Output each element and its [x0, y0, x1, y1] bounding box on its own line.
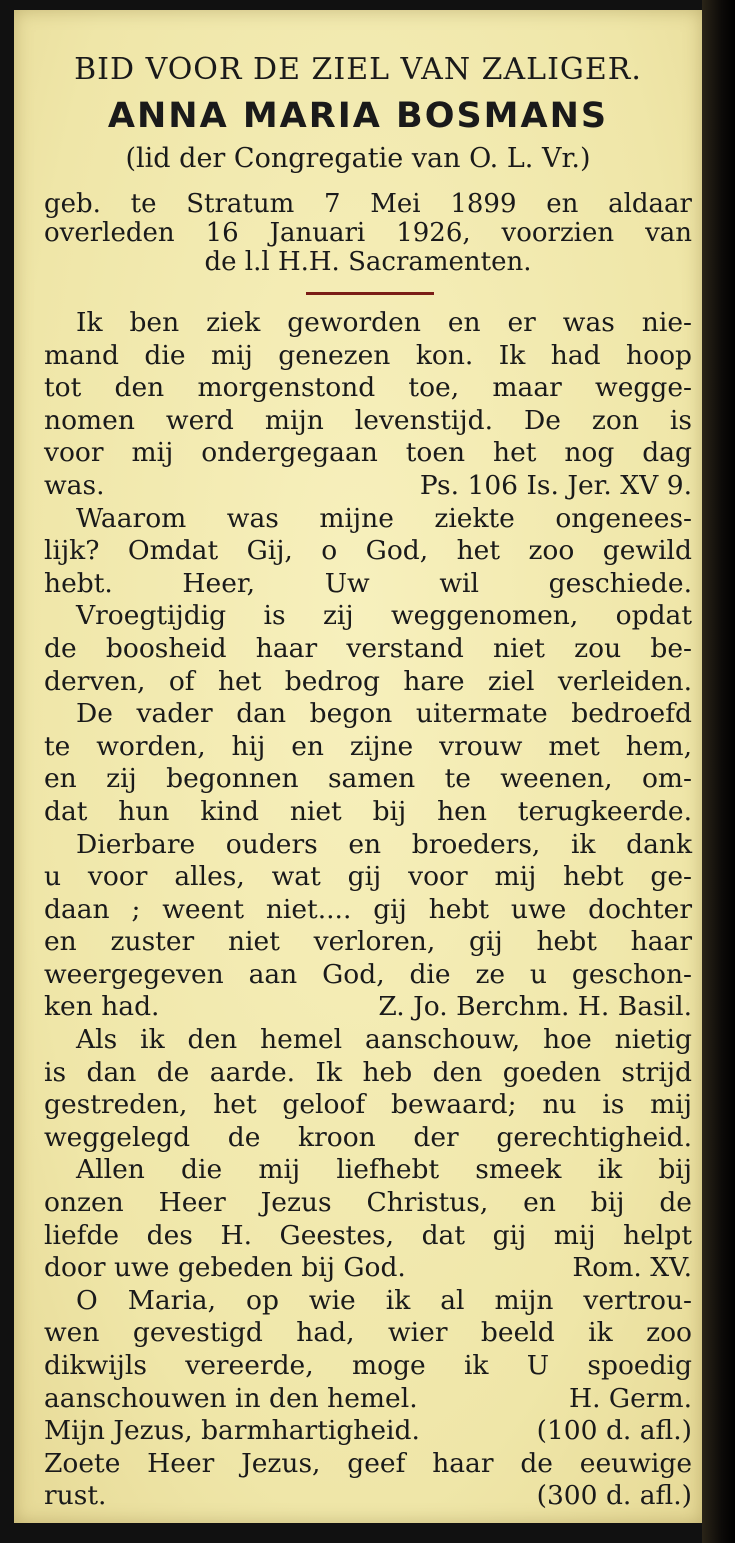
line-reference: Z. Jo. Berchm. H. Basil. [378, 991, 692, 1023]
info-line: de l.l H.H. Sacramenten. [204, 247, 532, 277]
line-text: tot den morgenstond toe, maar wegge- [44, 372, 692, 404]
line-text: Dierbare ouders en broeders, ik dank [76, 828, 692, 860]
membership-line: (lid der Congregatie van O. L. Vr.) [125, 143, 591, 174]
text-line [44, 1057, 692, 1090]
line-text: de boosheid haar verstand niet zou be- [44, 632, 692, 664]
text-line [44, 1350, 692, 1383]
line-reference: (100 d. afl.) [536, 1415, 692, 1447]
line-text: gestreden, het geloof bewaard; nu is mij [44, 1089, 692, 1121]
line-text: wen gevestigd had, wier beeld ik zoo [44, 1317, 692, 1349]
text-line [44, 307, 692, 340]
info-line: overleden 16 Januari 1926, voorzien van [44, 218, 692, 248]
line-text: Mijn Jezus, barmhartigheid. [44, 1415, 420, 1447]
text-line [44, 731, 692, 764]
deceased-name: ANNA MARIA BOSMANS [107, 96, 609, 136]
line-text: onzen Heer Jezus Christus, en bij de [44, 1187, 692, 1219]
line-text: nomen werd mijn levenstijd. De zon is [44, 404, 692, 436]
line-text: O Maria, op wie ik al mijn vertrou- [76, 1284, 692, 1316]
text-line [44, 1383, 692, 1416]
line-reference: H. Germ. [568, 1382, 692, 1414]
text-line [44, 568, 692, 601]
line-reference: Ps. 106 Is. Jer. XV 9. [419, 469, 692, 501]
text-line [44, 1317, 692, 1350]
text-line [44, 1122, 692, 1155]
text-line [44, 600, 692, 633]
text-line [44, 1480, 692, 1513]
line-text: u voor alles, wat gij voor mij hebt ge- [44, 861, 692, 893]
line-text: en zuster niet verloren, gij hebt haar [44, 926, 692, 958]
line-text: liefde des H. Geestes, dat gij mij helpt [44, 1219, 692, 1251]
text-line [44, 535, 692, 568]
divider-rule [306, 292, 434, 295]
line-reference: Rom. XV. [572, 1252, 692, 1284]
line-text: is dan de aarde. Ik heb den goeden strijd [44, 1056, 692, 1088]
line-text: daan ; weent niet.... gij hebt uwe dochter [44, 893, 692, 925]
text-line [44, 796, 692, 829]
line-text: voor mij ondergegaan toen het nog dag [44, 437, 692, 469]
text-line [44, 763, 692, 796]
text-line [44, 991, 692, 1024]
line-text: mand die mij genezen kon. Ik had hoop [44, 339, 692, 371]
line-text: dat hun kind niet bij hen terugkeerde. [44, 795, 692, 827]
card-header [14, 48, 702, 178]
text-line [44, 829, 692, 862]
line-text: weggelegd de kroon der gerechtigheid. [44, 1121, 692, 1153]
text-line [44, 633, 692, 666]
text-line [44, 1448, 692, 1481]
line-text: te worden, hij en zijne vrouw met hem, [44, 730, 692, 762]
text-line [44, 894, 692, 927]
text-line [44, 437, 692, 470]
line-text: aanschouwen in den hemel. [44, 1382, 418, 1414]
text-line [44, 340, 692, 373]
text-line [44, 1220, 692, 1253]
text-line [44, 372, 692, 405]
line-text: Waarom was mijne ziekte ongenees- [76, 502, 692, 534]
line-text: dikwijls vereerde, moge ik U spoedig [44, 1350, 692, 1381]
line-text: Vroegtijdig is zij weggenomen, opdat [76, 600, 692, 632]
line-text: Als ik den hemel aanschouw, hoe nietig [76, 1024, 692, 1056]
text-line [44, 861, 692, 894]
text-line [44, 503, 692, 536]
line-text: derven, of het bedrog hare ziel verleiden. [44, 665, 692, 697]
line-text: Allen die mij liefhebt smeek ik bij [76, 1154, 692, 1186]
text-line [44, 405, 692, 438]
text-line [44, 1024, 692, 1057]
line-reference: (300 d. afl.) [536, 1480, 692, 1512]
info-line: geb. te Stratum 7 Mei 1899 en aldaar [44, 189, 692, 219]
birth-death-info [44, 190, 692, 277]
line-text: lijk? Omdat Gij, o God, het zoo gewild [44, 535, 692, 567]
line-text: weergegeven aan God, die ze u geschon- [44, 958, 692, 990]
text-line [44, 1252, 692, 1285]
header-prayer-line: BID VOOR DE ZIEL VAN ZALIGER. [74, 52, 642, 87]
line-text: hebt. Heer, Uw wil geschiede. [44, 567, 692, 599]
text-line [44, 1285, 692, 1318]
line-text: rust. [44, 1480, 107, 1512]
card-shadow-edge [702, 0, 735, 1543]
text-line [44, 1187, 692, 1220]
line-text: Ik ben ziek geworden en er was nie- [76, 307, 692, 338]
text-line [44, 1154, 692, 1187]
line-text: was. [44, 469, 105, 501]
text-line [44, 470, 692, 503]
line-text: De vader dan begon uitermate bedroefd [76, 698, 692, 730]
text-line [44, 926, 692, 959]
text-line [44, 1415, 692, 1448]
text-line [44, 1089, 692, 1122]
line-text: door uwe gebeden bij God. [44, 1252, 406, 1284]
text-line [44, 666, 692, 699]
line-text: en zij begonnen samen te weenen, om- [44, 763, 692, 795]
memorial-card [14, 10, 702, 1523]
line-text: ken had. [44, 991, 160, 1023]
text-line [44, 959, 692, 992]
line-text: Zoete Heer Jezus, geef haar de eeuwige [44, 1447, 692, 1479]
text-line [44, 698, 692, 731]
prayer-text [44, 307, 692, 1513]
